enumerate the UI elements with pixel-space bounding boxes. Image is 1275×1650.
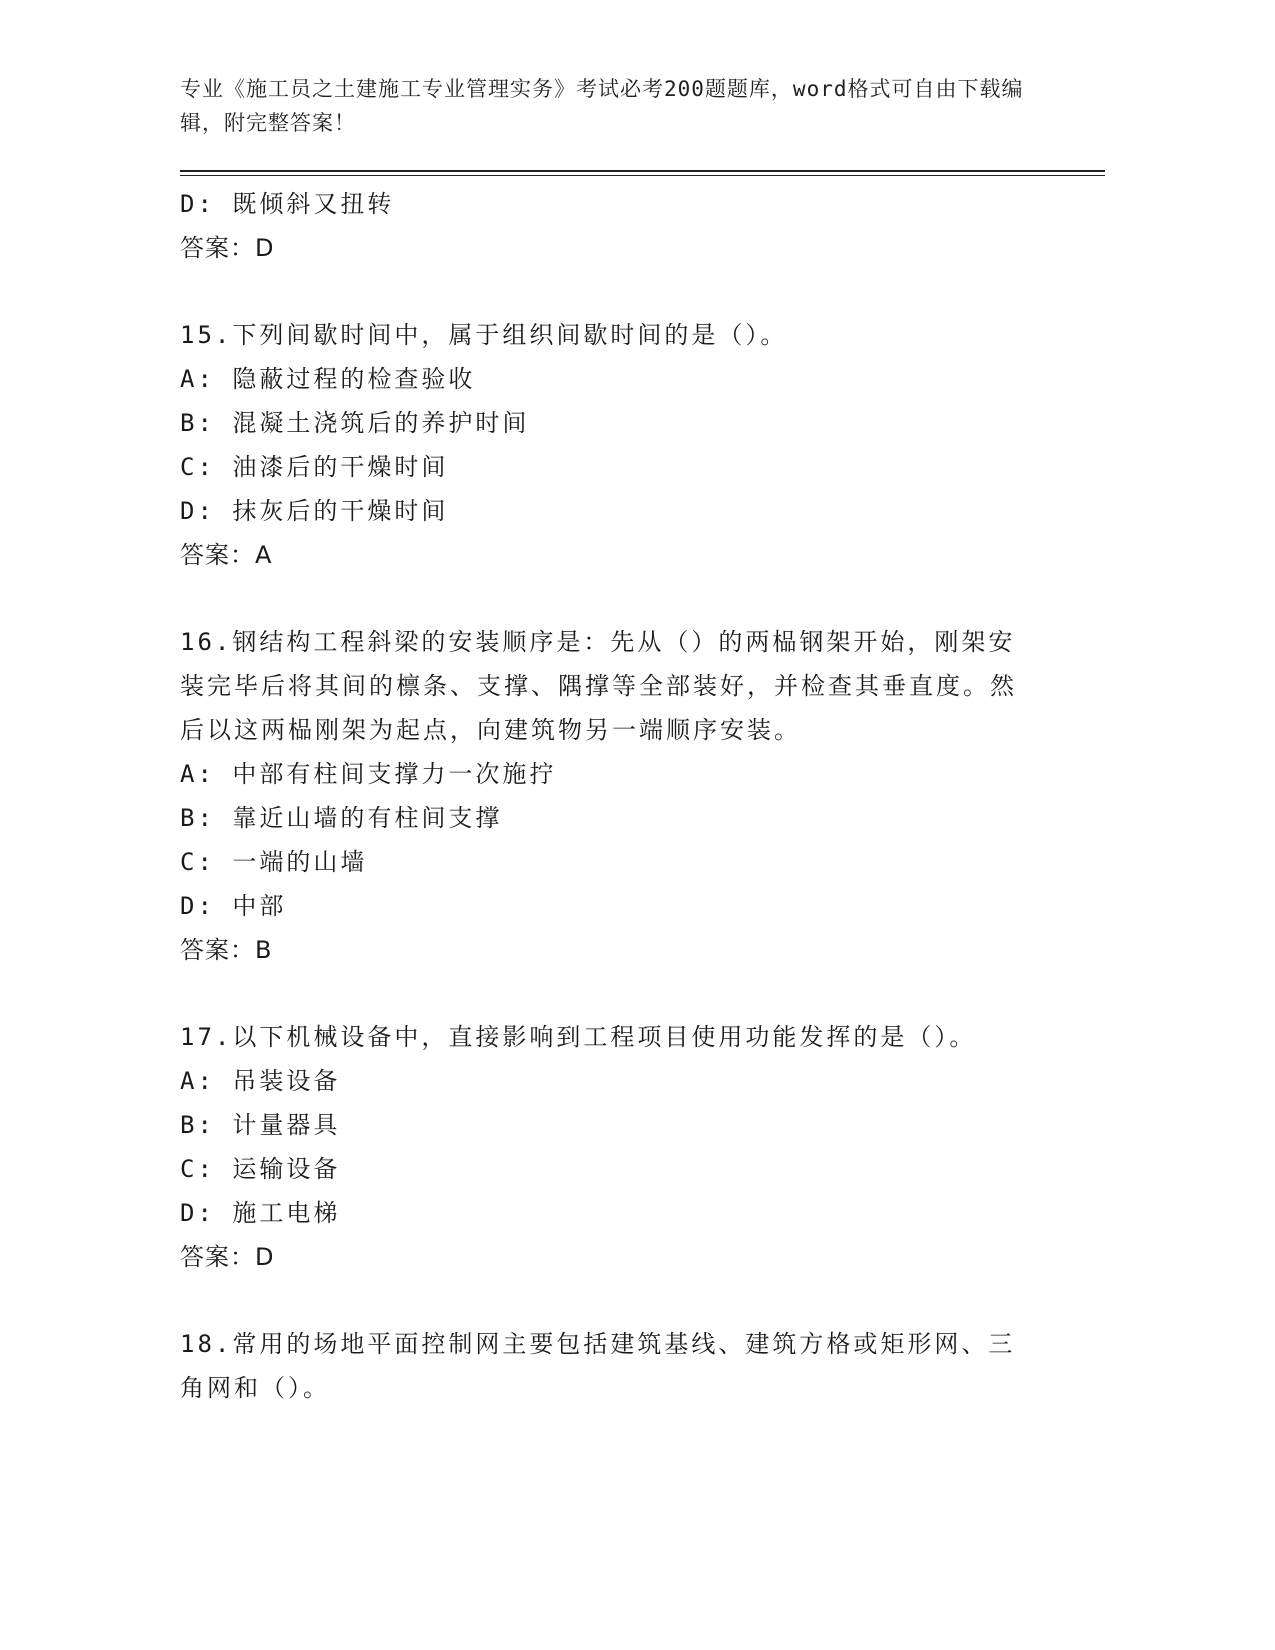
question-15 [180, 313, 1080, 577]
carryover-answer: 答案：D [180, 234, 275, 262]
question-stem: 18.常用的场地平面控制网主要包括建筑基线、建筑方格或矩形网、三角网和（）。 [180, 1330, 1016, 1402]
answer: 答案：A [180, 541, 273, 569]
question-16 [180, 620, 1080, 972]
option-a: A: 吊装设备 [180, 1067, 341, 1095]
option-d: D: 中部 [180, 892, 287, 920]
spacer [180, 270, 1080, 313]
question-17 [180, 1015, 1080, 1279]
option-b: B: 计量器具 [180, 1111, 341, 1139]
option-a: A: 隐蔽过程的检查验收 [180, 365, 476, 393]
carryover-option-d: D: 既倾斜又扭转 [180, 190, 395, 218]
answer: 答案：B [180, 936, 273, 964]
question-stem: 16.钢结构工程斜梁的安装顺序是：先从（）的两榀钢架开始，刚架安装完毕后将其间的檩条、支撑、隅撑等全部装好，并检查其垂直度。然后以这两榀刚架为起点，向建筑物另一端顺序安装。 [180, 628, 1017, 744]
option-c: C: 油漆后的干燥时间 [180, 453, 449, 481]
option-c: C: 运输设备 [180, 1155, 341, 1183]
question-18 [180, 1322, 1080, 1410]
answer: 答案：D [180, 1243, 275, 1271]
header-rule-thick [180, 170, 1105, 172]
document-header: 专业《施工员之土建施工专业管理实务》考试必考200题题库，word格式可自由下载编辑，附完整答案！ [180, 77, 1024, 135]
spacer [180, 577, 1080, 620]
option-c: C: 一端的山墙 [180, 848, 368, 876]
option-b: B: 混凝土浇筑后的养护时间 [180, 409, 530, 437]
question-stem: 17.以下机械设备中，直接影响到工程项目使用功能发挥的是（）。 [180, 1023, 977, 1051]
spacer [180, 972, 1080, 1015]
option-a: A: 中部有柱间支撑力一次施拧 [180, 760, 557, 788]
option-b: B: 靠近山墙的有柱间支撑 [180, 804, 503, 832]
spacer [180, 1279, 1080, 1322]
question-stem: 15.下列间歇时间中，属于组织间歇时间的是（）。 [180, 321, 788, 349]
header-rule-thin [180, 175, 1105, 176]
option-d: D: 施工电梯 [180, 1199, 341, 1227]
question-content [180, 182, 1080, 1410]
option-d: D: 抹灰后的干燥时间 [180, 497, 449, 525]
